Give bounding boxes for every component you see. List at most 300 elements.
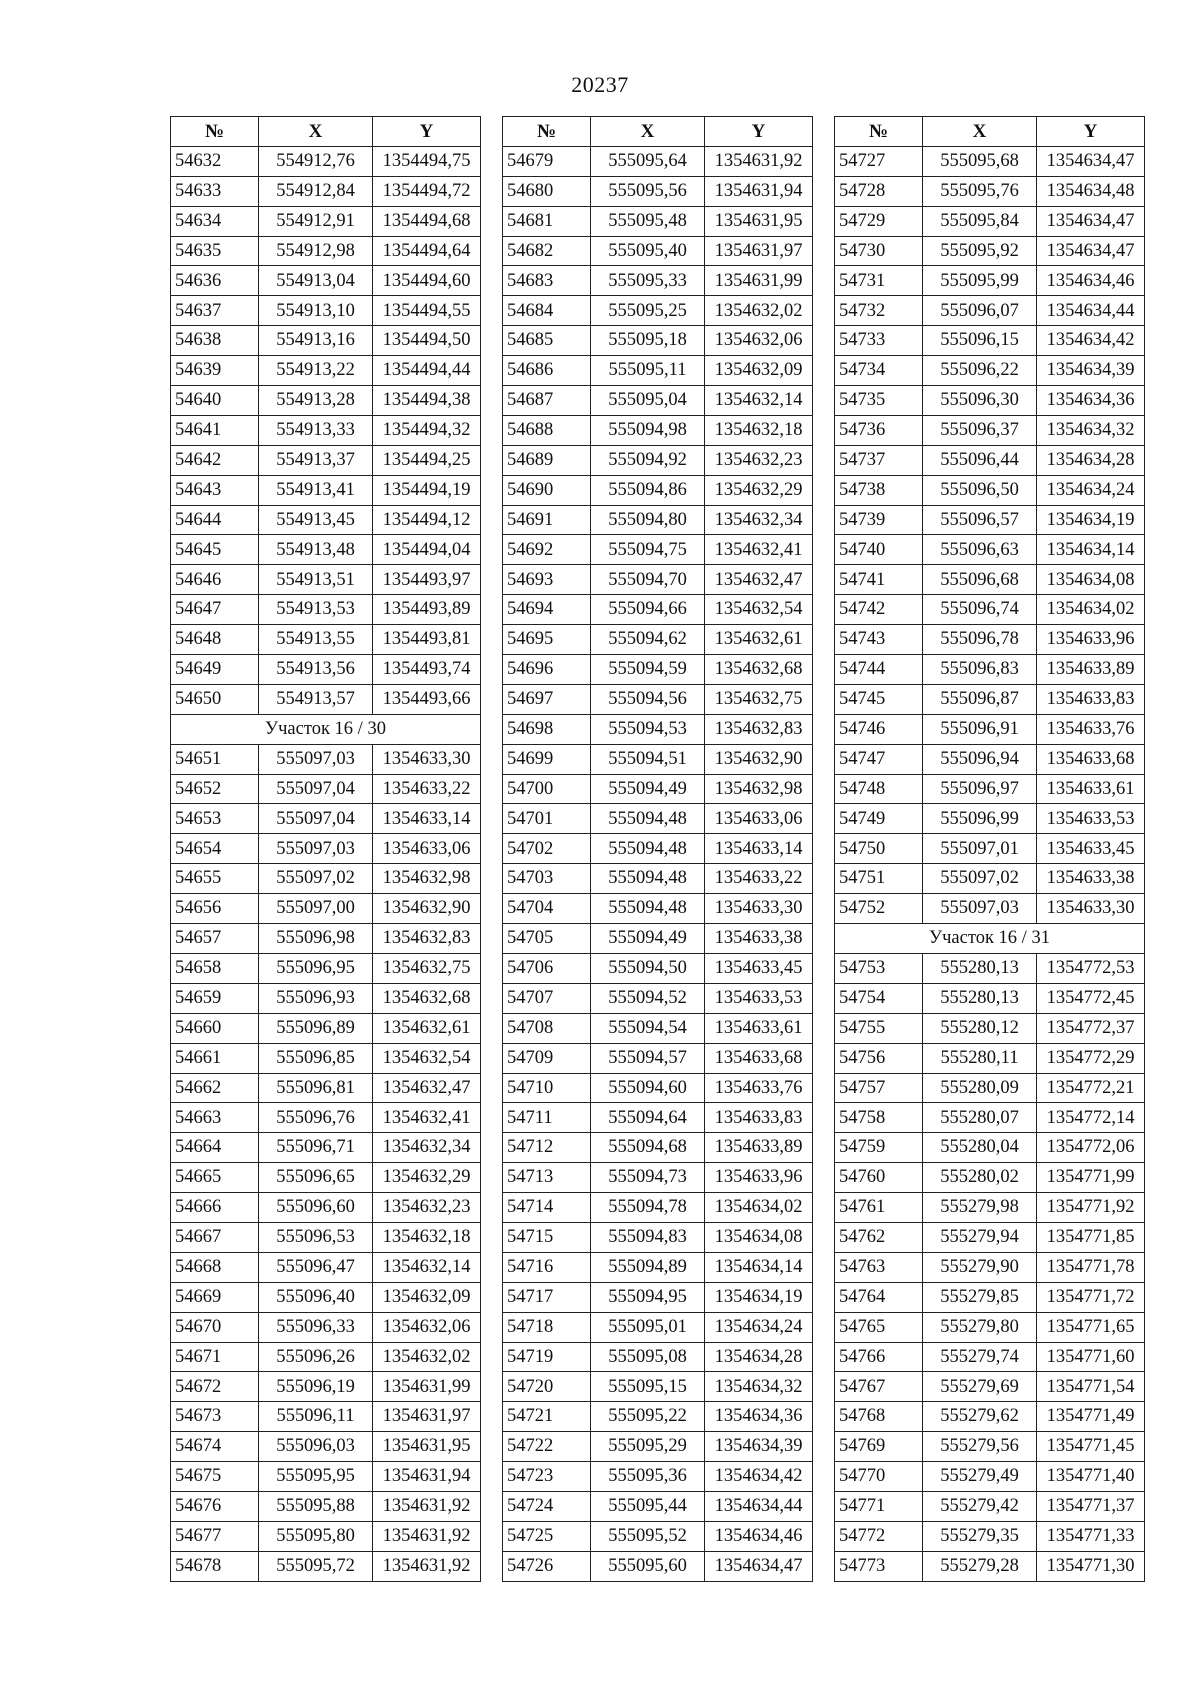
point-number-cell: 54655	[171, 864, 259, 894]
table-row	[503, 655, 813, 685]
x-coordinate-cell: 555094,75	[591, 535, 705, 565]
point-number-cell: 54723	[503, 1462, 591, 1492]
x-coordinate-cell: 555094,80	[591, 505, 705, 535]
y-coordinate-cell: 1354632,02	[705, 296, 813, 326]
x-coordinate-cell: 555096,07	[923, 296, 1037, 326]
x-coordinate-cell: 555095,99	[923, 266, 1037, 296]
table-row	[503, 804, 813, 834]
x-coordinate-cell: 555096,78	[923, 625, 1037, 655]
y-coordinate-cell: 1354772,37	[1037, 1013, 1145, 1043]
y-coordinate-cell: 1354771,49	[1037, 1402, 1145, 1432]
x-coordinate-cell: 555096,30	[923, 386, 1037, 416]
y-coordinate-cell: 1354632,02	[373, 1342, 481, 1372]
y-coordinate-cell: 1354634,14	[705, 1252, 813, 1282]
point-number-cell: 54665	[171, 1163, 259, 1193]
point-number-cell: 54769	[835, 1432, 923, 1462]
table-row	[835, 206, 1145, 236]
y-coordinate-cell: 1354493,97	[373, 565, 481, 595]
x-coordinate-cell: 555095,84	[923, 206, 1037, 236]
x-coordinate-cell: 555096,33	[259, 1312, 373, 1342]
point-number-cell: 54641	[171, 415, 259, 445]
table-row	[503, 236, 813, 266]
x-coordinate-cell: 555096,47	[259, 1252, 373, 1282]
table-row	[503, 924, 813, 954]
table-row	[171, 1193, 481, 1223]
point-number-cell: 54726	[503, 1551, 591, 1581]
y-coordinate-cell: 1354493,89	[373, 595, 481, 625]
y-coordinate-cell: 1354631,99	[373, 1372, 481, 1402]
point-number-cell: 54664	[171, 1133, 259, 1163]
x-coordinate-cell: 555096,98	[259, 924, 373, 954]
point-number-cell: 54733	[835, 326, 923, 356]
section-label: Участок 16 / 31	[835, 924, 1145, 954]
y-coordinate-cell: 1354634,39	[705, 1432, 813, 1462]
x-coordinate-cell: 555279,56	[923, 1432, 1037, 1462]
y-coordinate-cell: 1354772,29	[1037, 1043, 1145, 1073]
table-row	[503, 1402, 813, 1432]
table-row	[835, 1282, 1145, 1312]
y-coordinate-cell: 1354633,53	[705, 983, 813, 1013]
x-coordinate-cell: 555094,48	[591, 894, 705, 924]
y-coordinate-cell: 1354634,02	[1037, 595, 1145, 625]
header-number: №	[171, 117, 259, 147]
y-coordinate-cell: 1354633,89	[1037, 655, 1145, 685]
x-coordinate-cell: 555096,44	[923, 445, 1037, 475]
y-coordinate-cell: 1354494,32	[373, 415, 481, 445]
point-number-cell: 54731	[835, 266, 923, 296]
point-number-cell: 54654	[171, 834, 259, 864]
header-x: X	[923, 117, 1037, 147]
point-number-cell: 54698	[503, 714, 591, 744]
coordinate-table-2	[502, 116, 813, 1582]
point-number-cell: 54671	[171, 1342, 259, 1372]
point-number-cell: 54745	[835, 684, 923, 714]
x-coordinate-cell: 555096,87	[923, 684, 1037, 714]
point-number-cell: 54638	[171, 326, 259, 356]
y-coordinate-cell: 1354632,41	[705, 535, 813, 565]
x-coordinate-cell: 554913,16	[259, 326, 373, 356]
point-number-cell: 54724	[503, 1491, 591, 1521]
x-coordinate-cell: 555279,62	[923, 1402, 1037, 1432]
y-coordinate-cell: 1354633,30	[1037, 894, 1145, 924]
point-number-cell: 54771	[835, 1491, 923, 1521]
point-number-cell: 54747	[835, 744, 923, 774]
x-coordinate-cell: 555096,15	[923, 326, 1037, 356]
y-coordinate-cell: 1354632,75	[705, 684, 813, 714]
y-coordinate-cell: 1354634,08	[705, 1222, 813, 1252]
point-number-cell: 54673	[171, 1402, 259, 1432]
y-coordinate-cell: 1354631,95	[705, 206, 813, 236]
point-number-cell: 54690	[503, 475, 591, 505]
point-number-cell: 54701	[503, 804, 591, 834]
point-number-cell: 54773	[835, 1551, 923, 1581]
y-coordinate-cell: 1354633,96	[705, 1163, 813, 1193]
point-number-cell: 54652	[171, 774, 259, 804]
table-row	[503, 744, 813, 774]
x-coordinate-cell: 555096,53	[259, 1222, 373, 1252]
point-number-cell: 54666	[171, 1193, 259, 1223]
x-coordinate-cell: 555095,44	[591, 1491, 705, 1521]
y-coordinate-cell: 1354634,36	[1037, 386, 1145, 416]
table-row	[835, 744, 1145, 774]
point-number-cell: 54657	[171, 924, 259, 954]
table-row	[503, 505, 813, 535]
y-coordinate-cell: 1354632,14	[705, 386, 813, 416]
point-number-cell: 54653	[171, 804, 259, 834]
x-coordinate-cell: 555094,57	[591, 1043, 705, 1073]
x-coordinate-cell: 555095,18	[591, 326, 705, 356]
table-row	[503, 1462, 813, 1492]
table-row	[503, 445, 813, 475]
x-coordinate-cell: 555095,72	[259, 1551, 373, 1581]
x-coordinate-cell: 555279,69	[923, 1372, 1037, 1402]
x-coordinate-cell: 555094,59	[591, 655, 705, 685]
x-coordinate-cell: 555096,99	[923, 804, 1037, 834]
y-coordinate-cell: 1354494,38	[373, 386, 481, 416]
table-row	[171, 953, 481, 983]
header-y: Y	[373, 117, 481, 147]
y-coordinate-cell: 1354493,66	[373, 684, 481, 714]
y-coordinate-cell: 1354633,68	[705, 1043, 813, 1073]
table-row	[171, 1222, 481, 1252]
section-header-row	[835, 924, 1145, 954]
y-coordinate-cell: 1354632,06	[705, 326, 813, 356]
x-coordinate-cell: 555094,62	[591, 625, 705, 655]
y-coordinate-cell: 1354632,18	[373, 1222, 481, 1252]
table-row	[171, 1133, 481, 1163]
header-number: №	[503, 117, 591, 147]
x-coordinate-cell: 555097,03	[259, 744, 373, 774]
y-coordinate-cell: 1354633,45	[705, 953, 813, 983]
x-coordinate-cell: 555096,95	[259, 953, 373, 983]
point-number-cell: 54753	[835, 953, 923, 983]
point-number-cell: 54675	[171, 1462, 259, 1492]
point-number-cell: 54759	[835, 1133, 923, 1163]
table-row	[503, 326, 813, 356]
table-row	[171, 1163, 481, 1193]
point-number-cell: 54677	[171, 1521, 259, 1551]
y-coordinate-cell: 1354634,42	[705, 1462, 813, 1492]
table-row	[835, 1133, 1145, 1163]
y-coordinate-cell: 1354493,81	[373, 625, 481, 655]
x-coordinate-cell: 555096,60	[259, 1193, 373, 1223]
table-row	[171, 146, 481, 176]
point-number-cell: 54633	[171, 176, 259, 206]
table-row	[503, 1252, 813, 1282]
y-coordinate-cell: 1354771,37	[1037, 1491, 1145, 1521]
y-coordinate-cell: 1354633,61	[705, 1013, 813, 1043]
y-coordinate-cell: 1354631,95	[373, 1432, 481, 1462]
table-row	[171, 655, 481, 685]
point-number-cell: 54699	[503, 744, 591, 774]
table-row	[835, 774, 1145, 804]
point-number-cell: 54636	[171, 266, 259, 296]
x-coordinate-cell: 555095,60	[591, 1551, 705, 1581]
point-number-cell: 54738	[835, 475, 923, 505]
x-coordinate-cell: 555095,52	[591, 1521, 705, 1551]
x-coordinate-cell: 555094,48	[591, 834, 705, 864]
table-row	[503, 714, 813, 744]
section-header-row	[171, 714, 481, 744]
y-coordinate-cell: 1354494,68	[373, 206, 481, 236]
y-coordinate-cell: 1354631,92	[373, 1491, 481, 1521]
table-row	[835, 266, 1145, 296]
point-number-cell: 54663	[171, 1103, 259, 1133]
x-coordinate-cell: 554913,51	[259, 565, 373, 595]
y-coordinate-cell: 1354632,54	[373, 1043, 481, 1073]
table-row	[503, 1193, 813, 1223]
y-coordinate-cell: 1354633,38	[705, 924, 813, 954]
x-coordinate-cell: 554913,57	[259, 684, 373, 714]
point-number-cell: 54740	[835, 535, 923, 565]
x-coordinate-cell: 555094,86	[591, 475, 705, 505]
point-number-cell: 54658	[171, 953, 259, 983]
table-row	[835, 326, 1145, 356]
y-coordinate-cell: 1354771,40	[1037, 1462, 1145, 1492]
x-coordinate-cell: 555096,93	[259, 983, 373, 1013]
x-coordinate-cell: 554913,55	[259, 625, 373, 655]
x-coordinate-cell: 555094,95	[591, 1282, 705, 1312]
y-coordinate-cell: 1354632,61	[705, 625, 813, 655]
point-number-cell: 54680	[503, 176, 591, 206]
y-coordinate-cell: 1354632,47	[705, 565, 813, 595]
y-coordinate-cell: 1354634,14	[1037, 535, 1145, 565]
table-body	[835, 146, 1145, 1581]
y-coordinate-cell: 1354631,97	[705, 236, 813, 266]
point-number-cell: 54717	[503, 1282, 591, 1312]
x-coordinate-cell: 555095,01	[591, 1312, 705, 1342]
y-coordinate-cell: 1354632,09	[705, 356, 813, 386]
table-row	[503, 894, 813, 924]
x-coordinate-cell: 555095,15	[591, 1372, 705, 1402]
y-coordinate-cell: 1354634,47	[705, 1551, 813, 1581]
point-number-cell: 54669	[171, 1282, 259, 1312]
y-coordinate-cell: 1354632,18	[705, 415, 813, 445]
x-coordinate-cell: 555095,92	[923, 236, 1037, 266]
point-number-cell: 54672	[171, 1372, 259, 1402]
point-number-cell: 54694	[503, 595, 591, 625]
point-number-cell: 54729	[835, 206, 923, 236]
table-row	[835, 804, 1145, 834]
x-coordinate-cell: 555097,04	[259, 774, 373, 804]
y-coordinate-cell: 1354494,25	[373, 445, 481, 475]
y-coordinate-cell: 1354633,76	[1037, 714, 1145, 744]
y-coordinate-cell: 1354494,72	[373, 176, 481, 206]
y-coordinate-cell: 1354634,46	[705, 1521, 813, 1551]
x-coordinate-cell: 555094,51	[591, 744, 705, 774]
table-header-row	[171, 117, 481, 147]
point-number-cell: 54716	[503, 1252, 591, 1282]
x-coordinate-cell: 555280,02	[923, 1163, 1037, 1193]
x-coordinate-cell: 555279,42	[923, 1491, 1037, 1521]
y-coordinate-cell: 1354772,45	[1037, 983, 1145, 1013]
table-row	[171, 625, 481, 655]
coordinate-table-3	[834, 116, 1145, 1582]
point-number-cell: 54679	[503, 146, 591, 176]
point-number-cell: 54696	[503, 655, 591, 685]
y-coordinate-cell: 1354632,41	[373, 1103, 481, 1133]
table-row	[171, 1312, 481, 1342]
y-coordinate-cell: 1354632,47	[373, 1073, 481, 1103]
point-number-cell: 54718	[503, 1312, 591, 1342]
table-row	[503, 1342, 813, 1372]
table-row	[835, 415, 1145, 445]
point-number-cell: 54772	[835, 1521, 923, 1551]
point-number-cell: 54700	[503, 774, 591, 804]
x-coordinate-cell: 554912,76	[259, 146, 373, 176]
y-coordinate-cell: 1354633,83	[1037, 684, 1145, 714]
point-number-cell: 54708	[503, 1013, 591, 1043]
x-coordinate-cell: 555096,22	[923, 356, 1037, 386]
point-number-cell: 54674	[171, 1432, 259, 1462]
point-number-cell: 54645	[171, 535, 259, 565]
x-coordinate-cell: 555096,63	[923, 535, 1037, 565]
table-row	[835, 356, 1145, 386]
table-row	[835, 983, 1145, 1013]
x-coordinate-cell: 555094,66	[591, 595, 705, 625]
y-coordinate-cell: 1354634,19	[1037, 505, 1145, 535]
point-number-cell: 54735	[835, 386, 923, 416]
x-coordinate-cell: 555279,35	[923, 1521, 1037, 1551]
y-coordinate-cell: 1354634,24	[1037, 475, 1145, 505]
point-number-cell: 54758	[835, 1103, 923, 1133]
y-coordinate-cell: 1354772,14	[1037, 1103, 1145, 1133]
x-coordinate-cell: 555279,80	[923, 1312, 1037, 1342]
table-row	[503, 953, 813, 983]
y-coordinate-cell: 1354633,14	[705, 834, 813, 864]
table-row	[835, 1222, 1145, 1252]
table-row	[835, 894, 1145, 924]
table-row	[503, 146, 813, 176]
y-coordinate-cell: 1354634,47	[1037, 236, 1145, 266]
x-coordinate-cell: 555097,04	[259, 804, 373, 834]
point-number-cell: 54742	[835, 595, 923, 625]
y-coordinate-cell: 1354632,75	[373, 953, 481, 983]
point-number-cell: 54644	[171, 505, 259, 535]
point-number-cell: 54703	[503, 864, 591, 894]
point-number-cell: 54637	[171, 296, 259, 326]
x-coordinate-cell: 555095,36	[591, 1462, 705, 1492]
x-coordinate-cell: 554913,04	[259, 266, 373, 296]
table-row	[835, 565, 1145, 595]
table-row	[835, 236, 1145, 266]
header-x: X	[591, 117, 705, 147]
table-row	[171, 834, 481, 864]
x-coordinate-cell: 555279,85	[923, 1282, 1037, 1312]
point-number-cell: 54648	[171, 625, 259, 655]
table-row	[503, 176, 813, 206]
header-number: №	[835, 117, 923, 147]
table-row	[171, 894, 481, 924]
table-row	[835, 1013, 1145, 1043]
y-coordinate-cell: 1354633,22	[373, 774, 481, 804]
y-coordinate-cell: 1354634,44	[705, 1491, 813, 1521]
x-coordinate-cell: 555096,91	[923, 714, 1037, 744]
x-coordinate-cell: 554912,91	[259, 206, 373, 236]
y-coordinate-cell: 1354633,76	[705, 1073, 813, 1103]
x-coordinate-cell: 555094,50	[591, 953, 705, 983]
x-coordinate-cell: 554913,37	[259, 445, 373, 475]
point-number-cell: 54642	[171, 445, 259, 475]
point-number-cell: 54706	[503, 953, 591, 983]
point-number-cell: 54686	[503, 356, 591, 386]
point-number-cell: 54722	[503, 1432, 591, 1462]
x-coordinate-cell: 555096,94	[923, 744, 1037, 774]
y-coordinate-cell: 1354632,23	[373, 1193, 481, 1223]
table-row	[835, 1103, 1145, 1133]
y-coordinate-cell: 1354633,89	[705, 1133, 813, 1163]
table-row	[171, 983, 481, 1013]
point-number-cell: 54730	[835, 236, 923, 266]
point-number-cell: 54751	[835, 864, 923, 894]
x-coordinate-cell: 555096,83	[923, 655, 1037, 685]
table-row	[835, 1043, 1145, 1073]
y-coordinate-cell: 1354633,14	[373, 804, 481, 834]
point-number-cell: 54684	[503, 296, 591, 326]
x-coordinate-cell: 555096,26	[259, 1342, 373, 1372]
y-coordinate-cell: 1354632,06	[373, 1312, 481, 1342]
table-row	[171, 1043, 481, 1073]
table-body	[171, 146, 481, 1581]
table-row	[835, 296, 1145, 326]
point-number-cell: 54712	[503, 1133, 591, 1163]
y-coordinate-cell: 1354634,19	[705, 1282, 813, 1312]
table-row	[171, 1491, 481, 1521]
point-number-cell: 54757	[835, 1073, 923, 1103]
page-number: 20237	[571, 72, 629, 97]
x-coordinate-cell: 555095,29	[591, 1432, 705, 1462]
table-row	[171, 1551, 481, 1581]
point-number-cell: 54691	[503, 505, 591, 535]
point-number-cell: 54685	[503, 326, 591, 356]
point-number-cell: 54715	[503, 1222, 591, 1252]
point-number-cell: 54650	[171, 684, 259, 714]
x-coordinate-cell: 555096,97	[923, 774, 1037, 804]
table-row	[171, 206, 481, 236]
table-row	[503, 1491, 813, 1521]
table-row	[171, 1282, 481, 1312]
y-coordinate-cell: 1354634,02	[705, 1193, 813, 1223]
table-row	[171, 236, 481, 266]
point-number-cell: 54725	[503, 1521, 591, 1551]
x-coordinate-cell: 555096,19	[259, 1372, 373, 1402]
table-row	[171, 924, 481, 954]
y-coordinate-cell: 1354771,72	[1037, 1282, 1145, 1312]
point-number-cell: 54676	[171, 1491, 259, 1521]
point-number-cell: 54639	[171, 356, 259, 386]
x-coordinate-cell: 555097,03	[923, 894, 1037, 924]
point-number-cell: 54761	[835, 1193, 923, 1223]
point-number-cell: 54719	[503, 1342, 591, 1372]
table-row	[503, 1372, 813, 1402]
table-row	[171, 1252, 481, 1282]
table-row	[835, 1163, 1145, 1193]
y-coordinate-cell: 1354494,50	[373, 326, 481, 356]
table-row	[171, 1073, 481, 1103]
point-number-cell: 54755	[835, 1013, 923, 1043]
table-row	[835, 1551, 1145, 1581]
table-row	[171, 744, 481, 774]
table-row	[171, 1342, 481, 1372]
table-row	[171, 1013, 481, 1043]
table-row	[503, 356, 813, 386]
point-number-cell: 54732	[835, 296, 923, 326]
y-coordinate-cell: 1354632,09	[373, 1282, 481, 1312]
y-coordinate-cell: 1354632,83	[705, 714, 813, 744]
y-coordinate-cell: 1354771,78	[1037, 1252, 1145, 1282]
x-coordinate-cell: 555280,04	[923, 1133, 1037, 1163]
point-number-cell: 54689	[503, 445, 591, 475]
